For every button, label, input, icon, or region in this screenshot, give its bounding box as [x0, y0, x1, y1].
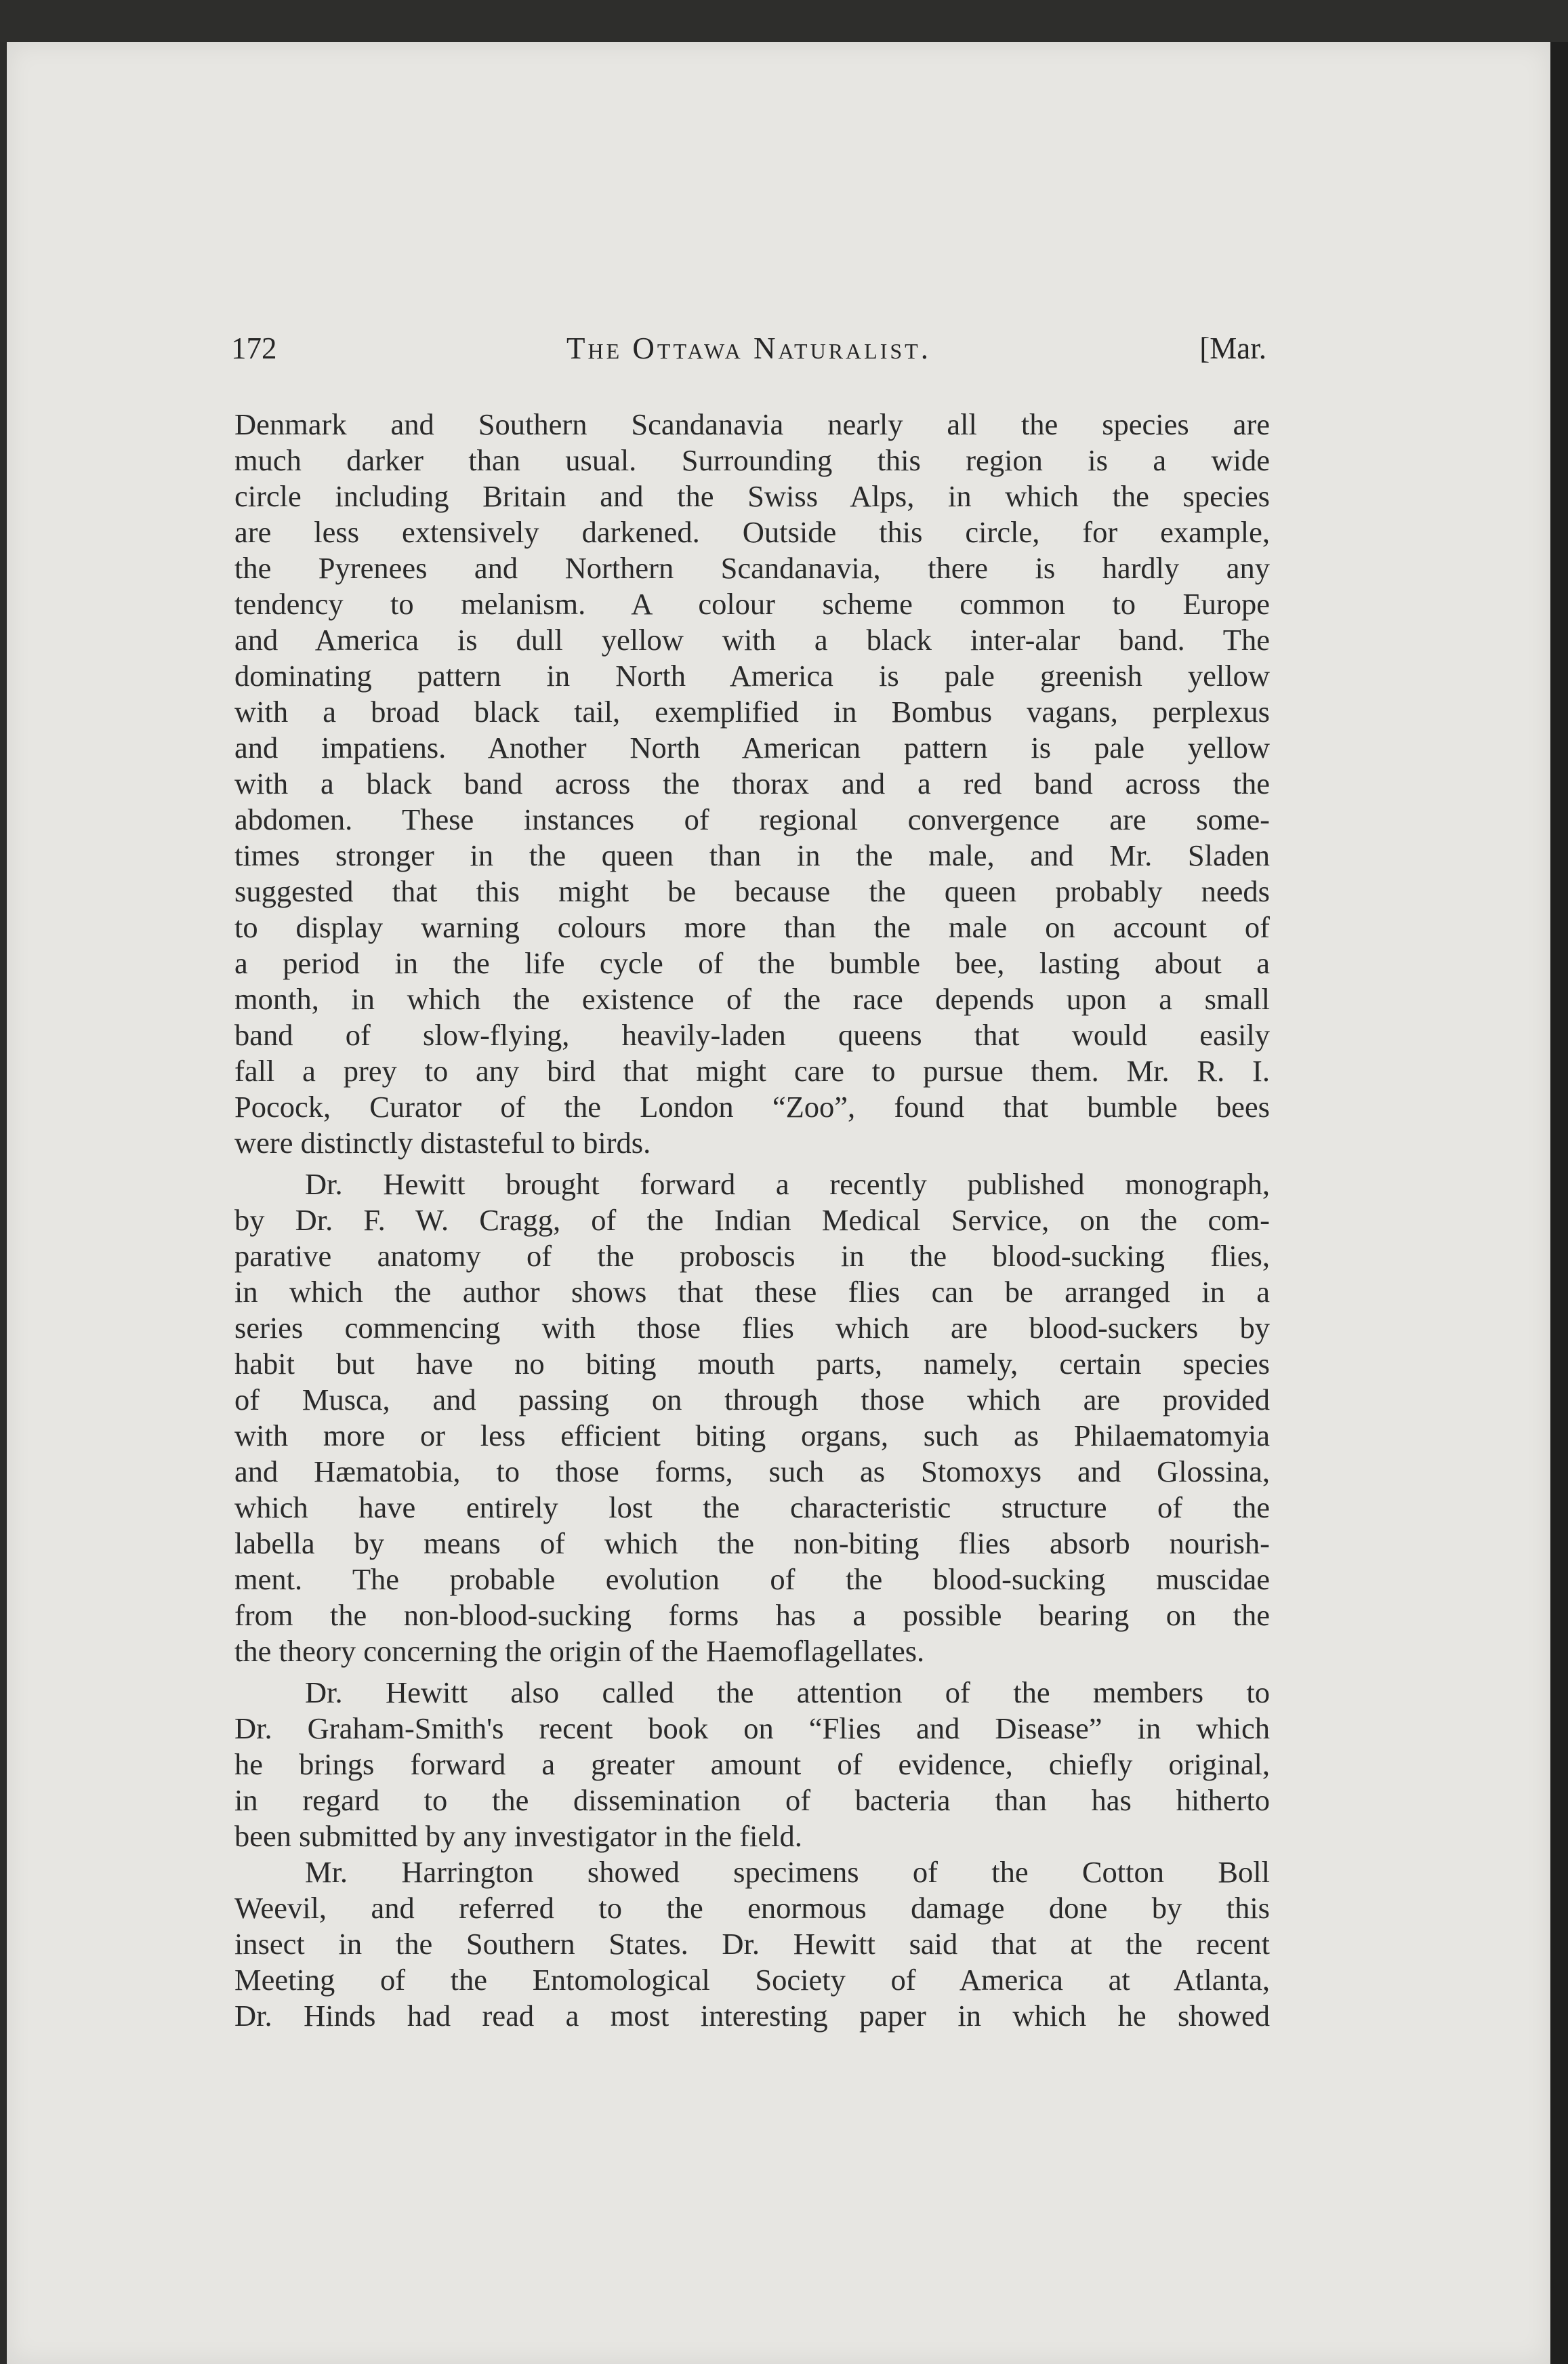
- text-line: he brings forward a greater amount of evidence, chiefly original,: [234, 1747, 1270, 1781]
- paragraph: [234, 1166, 1270, 1669]
- text-line: and Hæmatobia, to those forms, such as Stomoxys and Glossina,: [234, 1454, 1270, 1488]
- text-line: Dr. Graham-Smith's recent book on “Flies and Disease” in which: [234, 1711, 1270, 1745]
- text-line: labella by means of which the non-biting flies absorb nourish-: [234, 1526, 1270, 1560]
- text-line: and America is dull yellow with a black inter-alar band. The: [234, 623, 1270, 657]
- text-line: Meeting of the Entomological Society of America at Atlanta,: [234, 1963, 1270, 1997]
- text-line: Dr. Hewitt also called the attention of the members to: [305, 1675, 1270, 1709]
- text-line: ment. The probable evolution of the blood-sucking muscidae: [234, 1562, 1270, 1596]
- text-line: parative anatomy of the proboscis in the blood-sucking flies,: [234, 1239, 1270, 1273]
- text-line: tendency to melanism. A colour scheme common to Europe: [234, 587, 1270, 621]
- body-text: [234, 407, 1270, 2034]
- text-line: which have entirely lost the characteristic structure of the: [234, 1490, 1270, 1524]
- text-line: were distinctly distasteful to birds.: [234, 1126, 651, 1160]
- text-line: habit but have no biting mouth parts, namely, certain species: [234, 1347, 1270, 1381]
- text-line: fall a prey to any bird that might care to pursue them. Mr. R. I.: [234, 1054, 1270, 1088]
- text-line: by Dr. F. W. Cragg, of the Indian Medical Service, on the com-: [234, 1203, 1270, 1237]
- page-number: 172: [231, 331, 277, 365]
- text-line: times stronger in the queen than in the male, and Mr. Sladen: [234, 838, 1270, 872]
- text-line: of Musca, and passing on through those which are provided: [234, 1383, 1270, 1417]
- text-line: with a black band across the thorax and a red band across the: [234, 767, 1270, 800]
- text-line: circle including Britain and the Swiss Alps, in which the species: [234, 479, 1270, 513]
- text-line: Mr. Harrington showed specimens of the Cotton Boll: [305, 1855, 1270, 1889]
- text-line: been submitted by any investigator in the field.: [234, 1819, 802, 1853]
- text-line: and impatiens. Another North American pattern is pale yellow: [234, 731, 1270, 765]
- text-line: month, in which the existence of the race depends upon a small: [234, 982, 1270, 1016]
- text-line: band of slow-flying, heavily-laden queens that would easily: [234, 1018, 1270, 1052]
- paragraph: [234, 407, 1270, 1161]
- issue-month: [Mar.: [1199, 331, 1266, 365]
- text-line: the Pyrenees and Northern Scandanavia, there is hardly any: [234, 551, 1270, 585]
- text-line: from the non-blood-sucking forms has a possible bearing on the: [234, 1598, 1270, 1632]
- text-line: series commencing with those flies which are blood-suckers by: [234, 1311, 1270, 1345]
- text-line: insect in the Southern States. Dr. Hewitt said that at the recent: [234, 1927, 1270, 1961]
- text-line: Denmark and Southern Scandanavia nearly all the species are: [234, 407, 1270, 441]
- text-line: Dr. Hewitt brought forward a recently published monograph,: [305, 1167, 1270, 1201]
- text-line: are less extensively darkened. Outside this circle, for example,: [234, 515, 1270, 549]
- text-line: in regard to the dissemination of bacteria than has hitherto: [234, 1783, 1270, 1817]
- text-line: with more or less efficient biting organs, such as Philaematomyia: [234, 1419, 1270, 1452]
- text-line: with a broad black tail, exemplified in Bombus vagans, perplexus: [234, 695, 1270, 729]
- text-line: dominating pattern in North America is pale greenish yellow: [234, 659, 1270, 693]
- text-line: in which the author shows that these flies can be arranged in a: [234, 1275, 1270, 1309]
- paragraph-gap: [234, 1669, 1270, 1675]
- paragraph: [234, 1675, 1270, 1854]
- text-line: Weevil, and referred to the enormous damage done by this: [234, 1891, 1270, 1925]
- text-line: abdomen. These instances of regional convergence are some-: [234, 802, 1270, 836]
- text-line: suggested that this might be because the queen probably needs: [234, 874, 1270, 908]
- text-line: the theory concerning the origin of the Haemoflagellates.: [234, 1634, 925, 1668]
- paragraph: [234, 1854, 1270, 2034]
- text-line: Pocock, Curator of the London “Zoo”, found that bumble bees: [234, 1090, 1270, 1124]
- paragraph-gap: [234, 1161, 1270, 1166]
- scan-background: [0, 0, 1568, 42]
- text-line: to display warning colours more than the male on account of: [234, 910, 1270, 944]
- running-title: The Ottawa Naturalist.: [566, 331, 931, 365]
- text-line: a period in the life cycle of the bumble bee, lasting about a: [234, 946, 1270, 980]
- text-line: much darker than usual. Surrounding this region is a wide: [234, 443, 1270, 477]
- page-edge-shadow: [1550, 42, 1568, 2364]
- page-header: [231, 331, 1266, 371]
- text-line: Dr. Hinds had read a most interesting paper in which he showed: [234, 1999, 1270, 2033]
